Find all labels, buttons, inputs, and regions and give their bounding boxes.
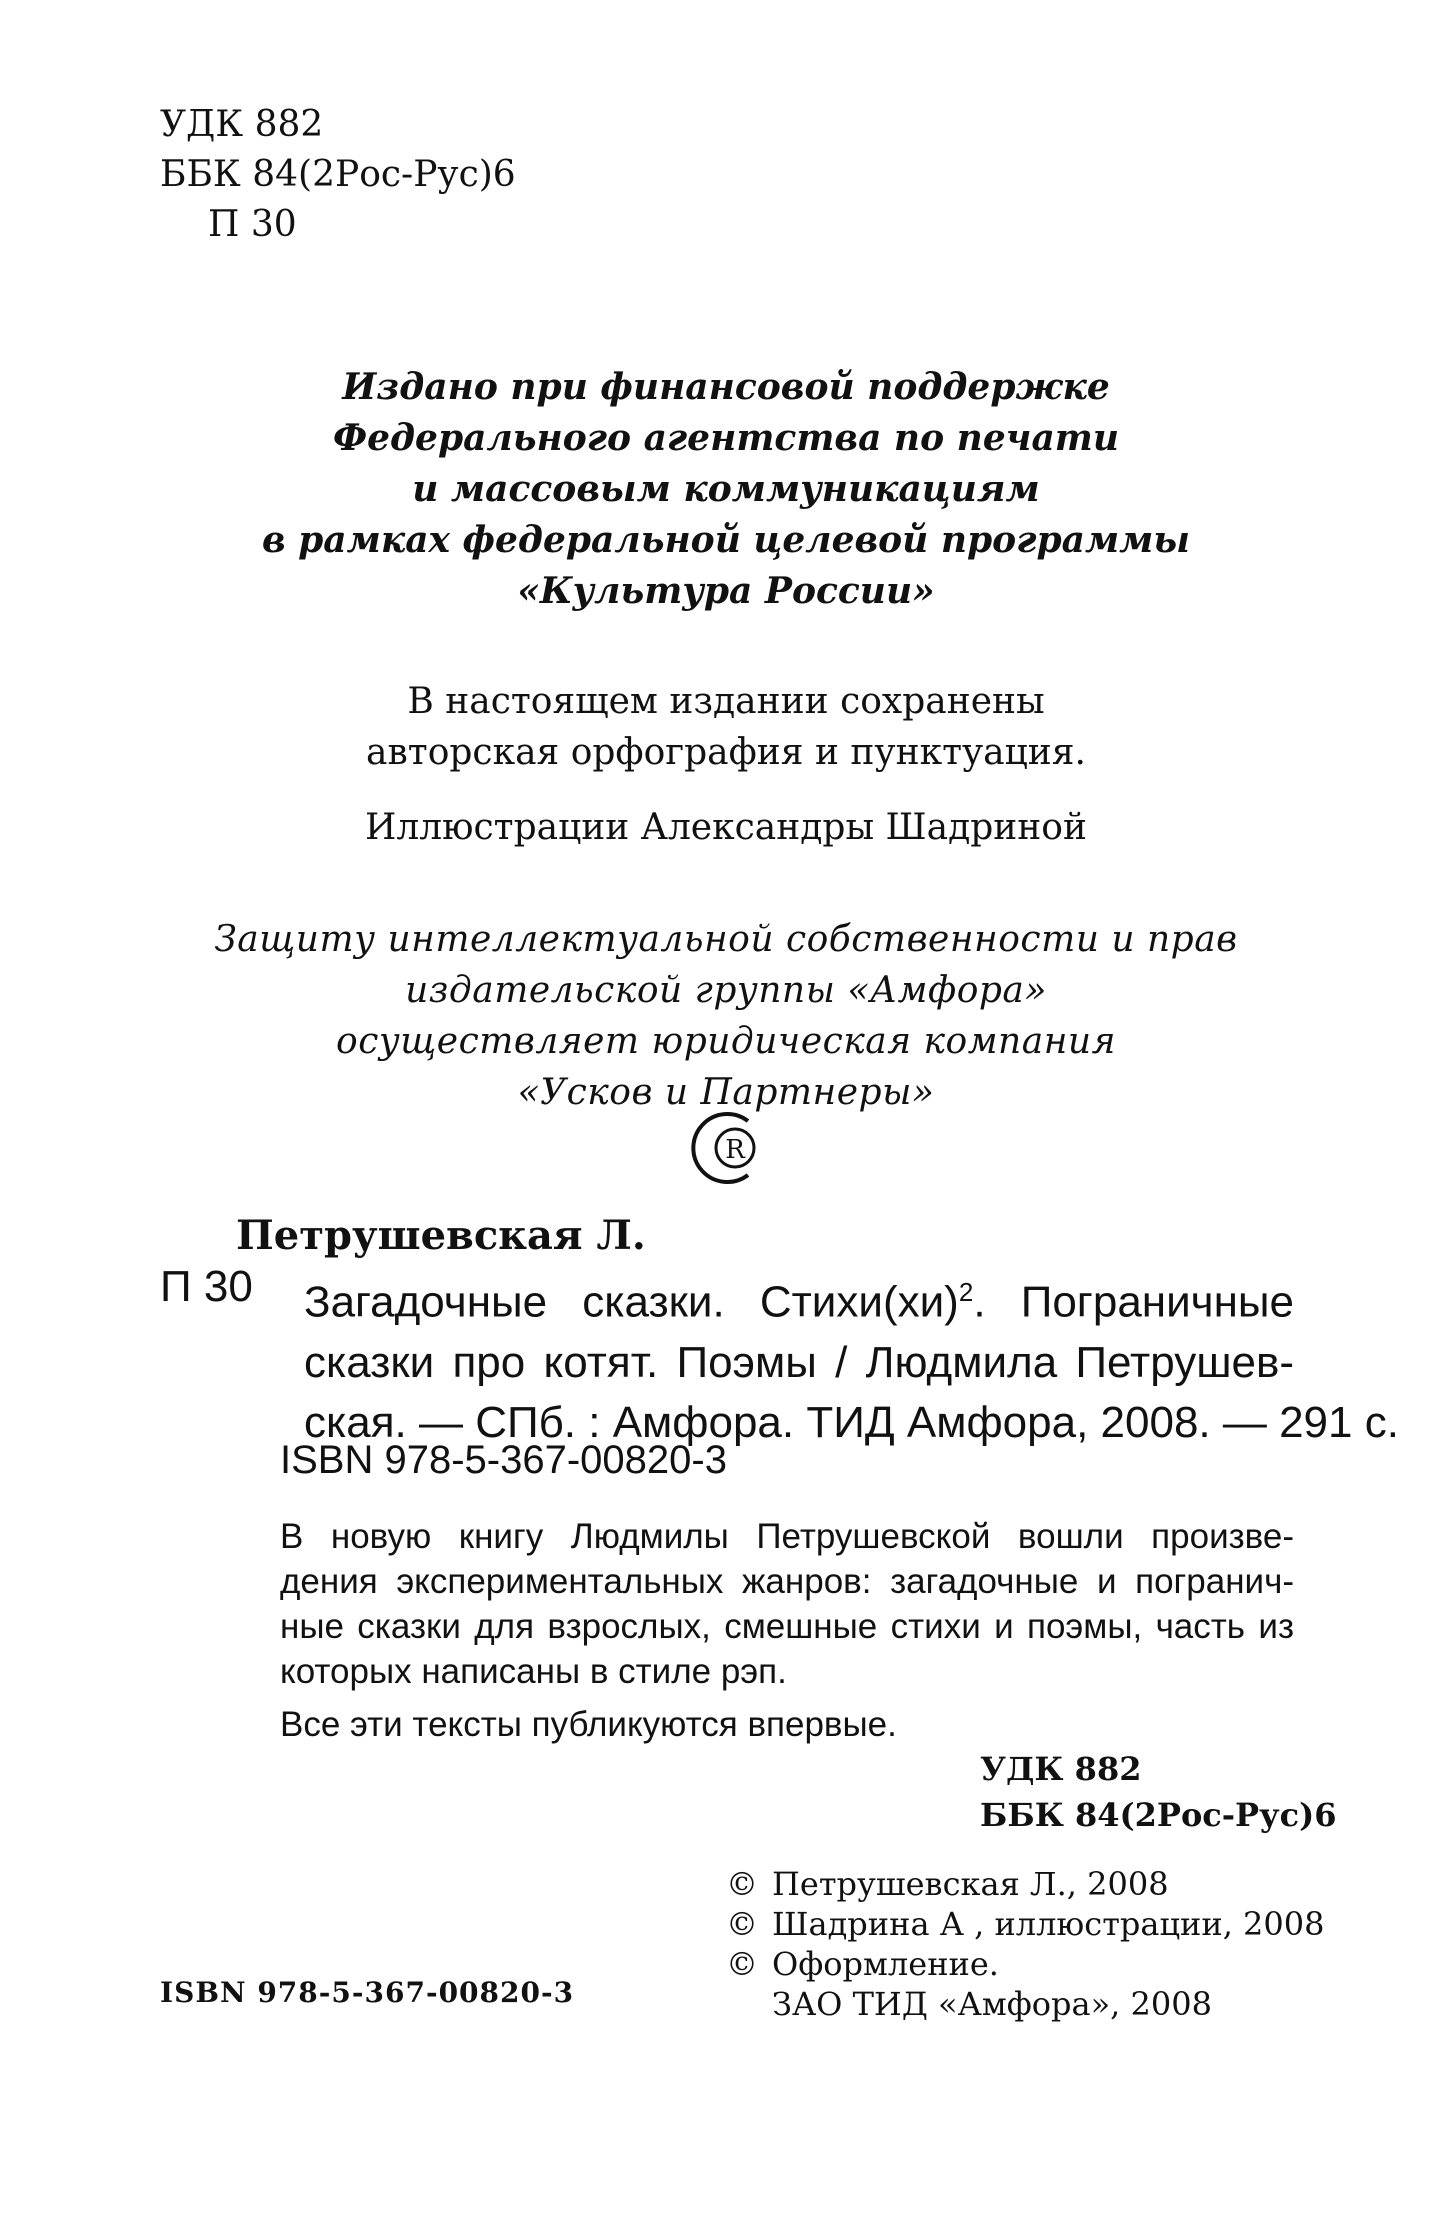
edition-note (0, 676, 1452, 778)
support-line: «Культура России» (517, 570, 935, 612)
bib-line-3: ская. — СПб. : Амфора. ТИД Амфора, 2008. — 291 с. (304, 1397, 1399, 1447)
legal-notice (0, 914, 1452, 1118)
edition-note-line: авторская орфография и пунктуация. (366, 732, 1086, 773)
bibliographic-description (304, 1262, 1399, 1453)
logo-letter: R (725, 1135, 745, 1165)
legal-line: осуществляет юридическая компания (336, 1021, 1116, 1062)
copyright-symbol (726, 1984, 772, 2024)
author-heading: Петрушевская Л. (236, 1212, 646, 1259)
legal-line: Защиту интеллектуальной собственности и прав (214, 919, 1238, 960)
copyright-text: Петрушевская Л., 2008 (772, 1865, 1169, 1903)
support-line: Федерального агентства по печати (332, 417, 1120, 459)
copyright-notices (726, 1864, 1324, 2024)
support-line: и массовым коммуникациям (412, 468, 1040, 510)
isbn-bottom: ISBN 978-5-367-00820-3 (160, 1976, 575, 2009)
annotation-line: дения экспериментальных жанров: загадочные и погранич- (280, 1562, 1294, 1601)
bbk-code-bottom: ББК 84(2Рос-Рус)6 (980, 1796, 1337, 1834)
classification-bottom (980, 1746, 1336, 1838)
copyright-r-logo-icon (686, 1105, 772, 1191)
copyright-text: Оформление. (772, 1945, 999, 1983)
record-code: П 30 (160, 1262, 253, 1311)
copyright-text: ЗАО ТИД «Амфора», 2008 (772, 1985, 1212, 2023)
annotation-line: В новую книгу Людмилы Петрушевской вошли произве- (280, 1517, 1294, 1556)
udk-code: УДК 882 (160, 104, 324, 145)
copyright-symbol: © (726, 1905, 758, 1943)
copyright-row (726, 1984, 1324, 2024)
annotation-line: которых написаны в стиле рэп. (280, 1652, 787, 1691)
legal-line: издательской группы «Амфора» (405, 970, 1047, 1011)
illustrations-credit: Иллюстрации Александры Шадриной (365, 807, 1087, 848)
bib-line-2: сказки про котят. Поэмы / Людмила Петрушев- (304, 1337, 1294, 1387)
copyright-row (726, 1944, 1324, 1984)
classification-block (160, 100, 516, 250)
annotation-line: ные сказки для взрослых, смешные стихи и поэмы, часть из (280, 1607, 1294, 1646)
bbk-code: ББК 84(2Рос-Рус)6 (160, 154, 516, 195)
annotation-second-paragraph: Все эти тексты публикуются впервые. (280, 1705, 897, 1744)
bib-line-1 (304, 1262, 1294, 1333)
bib-title-text: Загадочные сказки. Стихи(хи) (304, 1277, 959, 1327)
copyright-row (726, 1864, 1324, 1904)
edition-note-line: В настоящем издании сохранены (407, 681, 1045, 722)
bib-superscript: 2 (958, 1277, 974, 1307)
bib-title-tail: . Пограничные (973, 1277, 1294, 1327)
isbn-main: ISBN 978-5-367-00820-3 (280, 1438, 727, 1482)
support-notice (0, 362, 1452, 617)
copyright-text: Шадрина А , иллюстрации, 2008 (772, 1905, 1325, 1943)
copyright-symbol: © (726, 1945, 758, 1983)
author-mark-code: П 30 (208, 204, 297, 245)
copyright-symbol: © (726, 1865, 758, 1903)
annotation (280, 1514, 1294, 1747)
copyright-row (726, 1904, 1324, 1944)
udk-code-bottom: УДК 882 (980, 1750, 1142, 1788)
support-line: в рамках федеральной целевой программы (261, 519, 1191, 561)
support-line: Издано при финансовой поддержке (342, 366, 1110, 408)
legal-line: «Усков и Партнеры» (517, 1072, 935, 1113)
